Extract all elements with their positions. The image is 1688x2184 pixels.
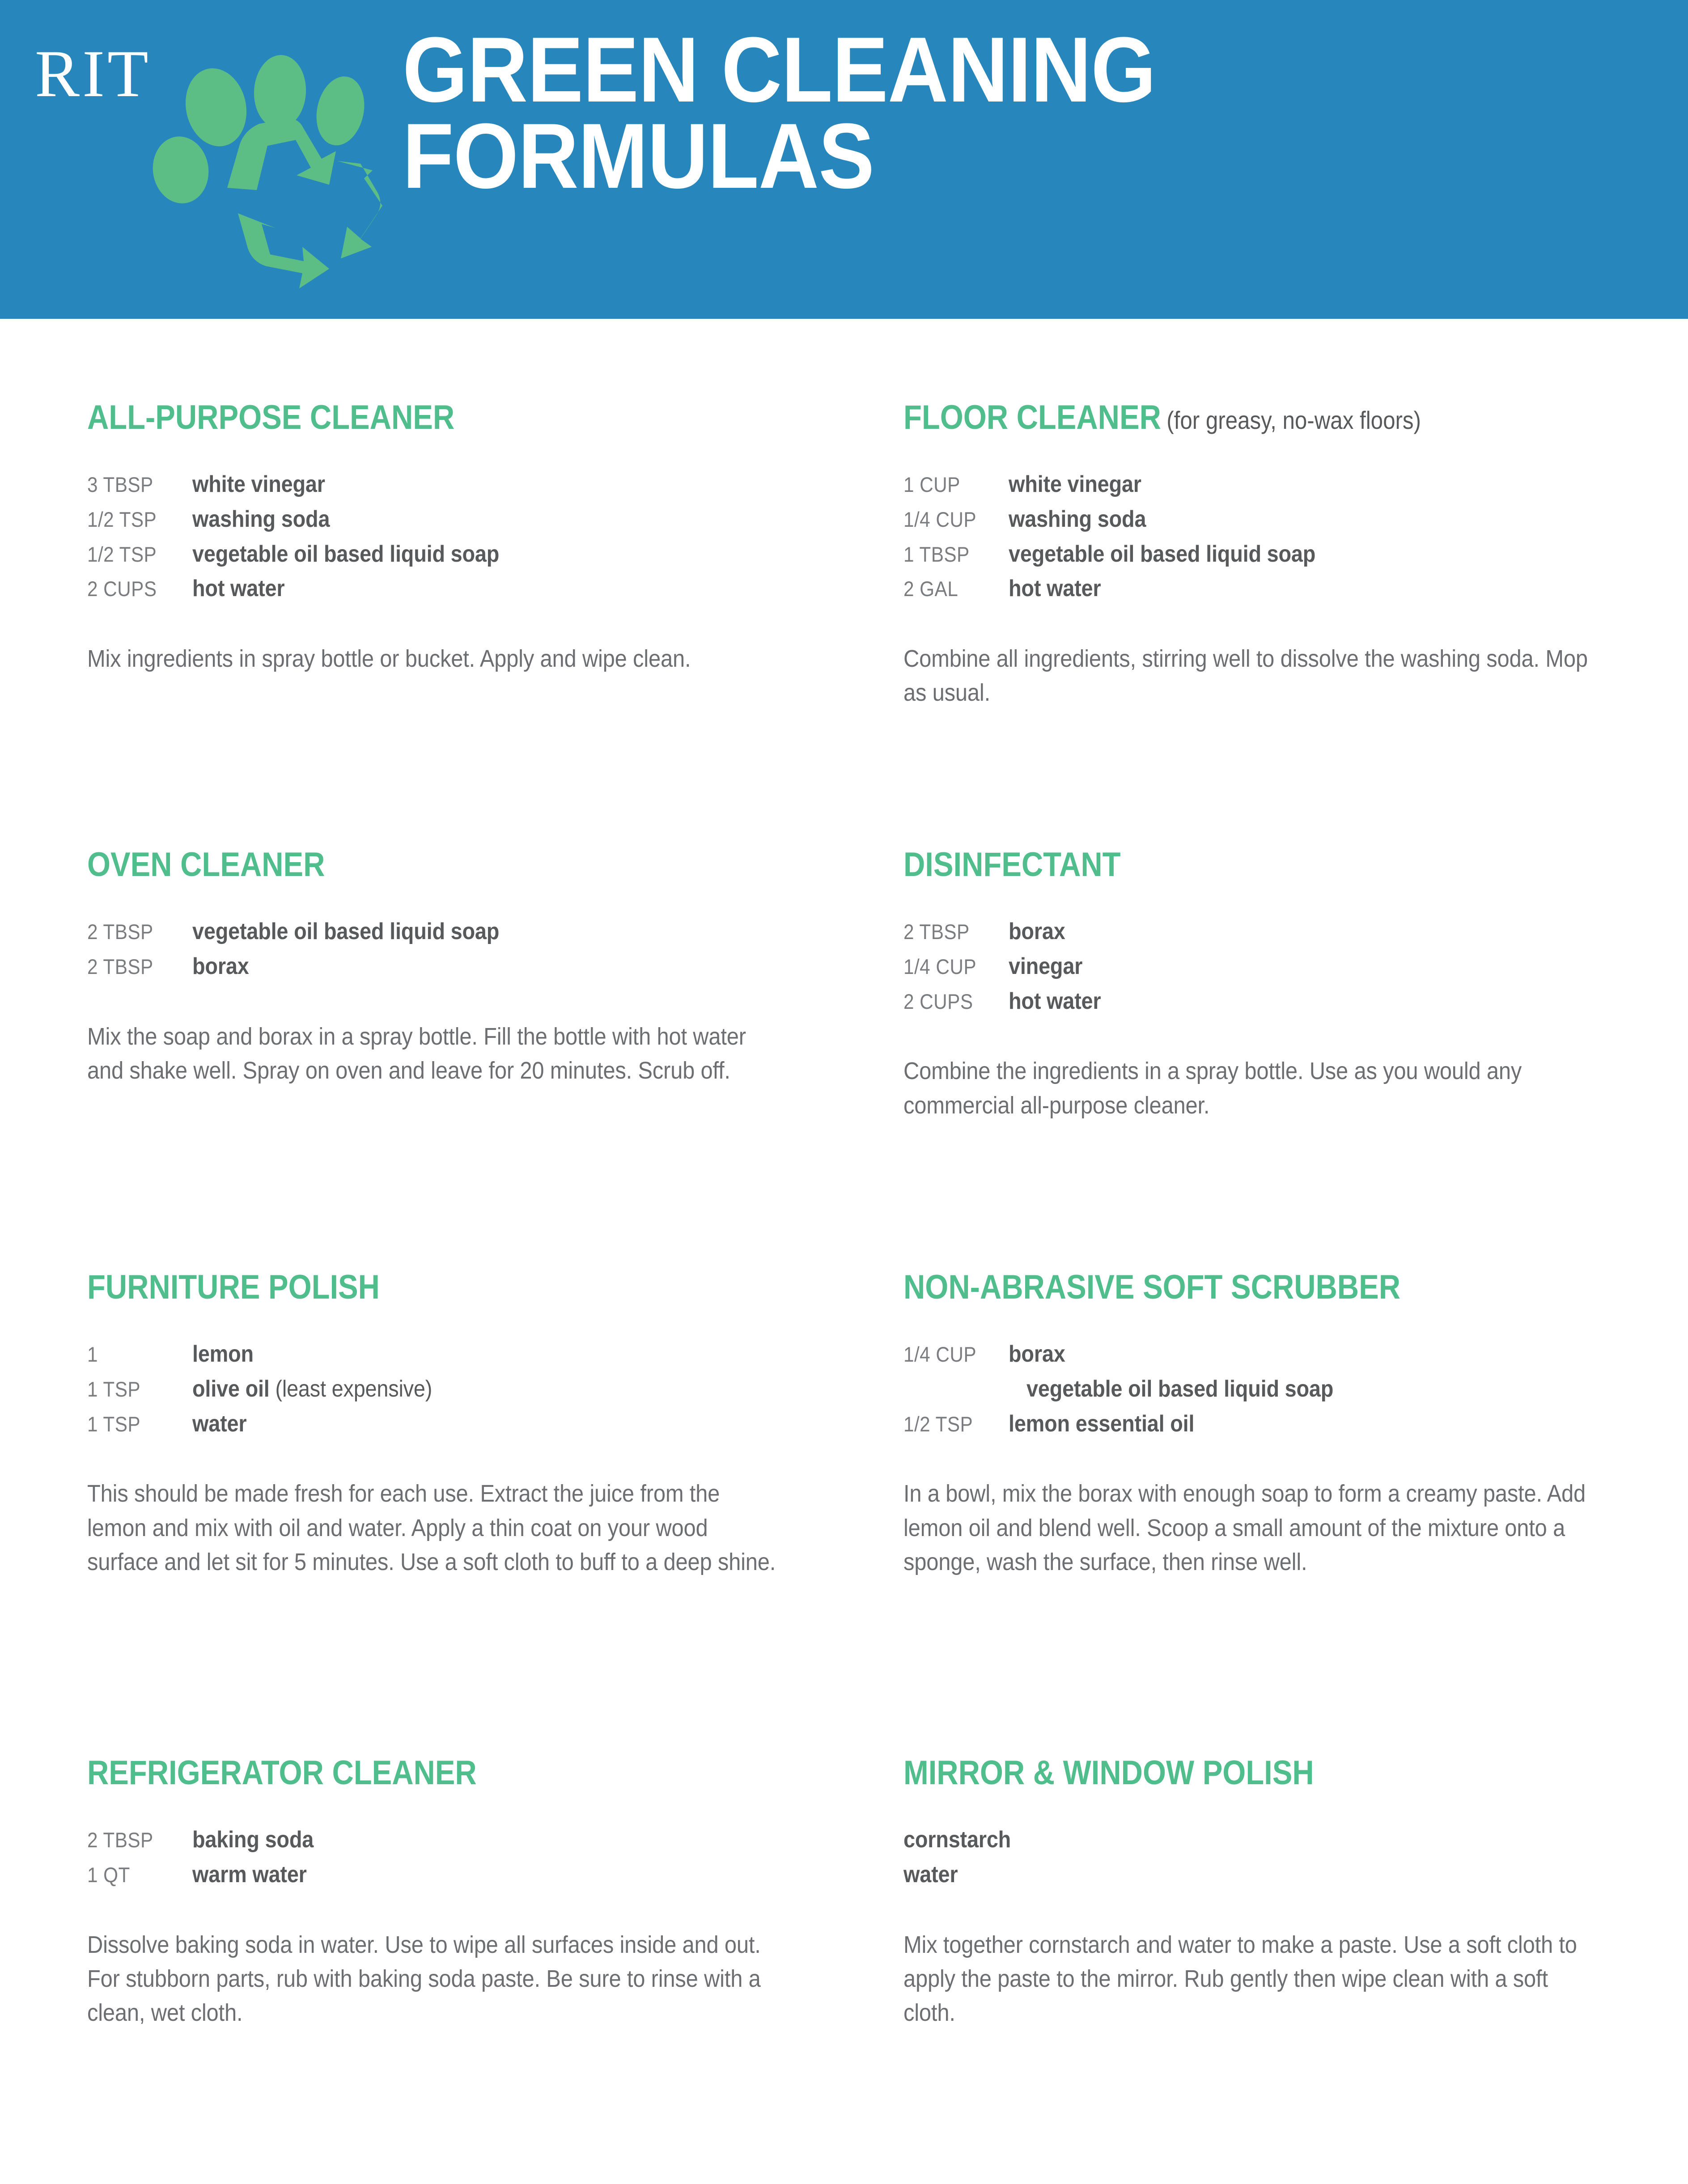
formula-instructions: Mix together cornstarch and water to make a paste. Use a soft cloth to apply the paste to the mirror. Rub gently then wipe clean with a soft cloth. xyxy=(903,1931,1577,2026)
ingredient-row xyxy=(87,541,857,568)
ingredient-quantity: 2 TBSP xyxy=(903,920,970,944)
ingredient-name: olive oil (least expensive) xyxy=(192,1376,433,1402)
ingredient-name: baking soda xyxy=(192,1827,314,1853)
ingredient-row xyxy=(903,1341,1673,1368)
ingredient-name: borax xyxy=(1009,918,1065,944)
ingredient-row xyxy=(87,1376,857,1403)
formula-heading-text: FURNITURE POLISH xyxy=(87,1268,380,1306)
ingredient-name: warm water xyxy=(192,1861,307,1888)
formula-card xyxy=(903,1270,1673,1579)
ingredient-row xyxy=(87,1341,857,1368)
ingredient-quantity: 1 CUP xyxy=(903,473,960,496)
title-line-green-cleaning: GREEN CLEANING xyxy=(403,18,1156,121)
ingredient-row xyxy=(87,1411,857,1438)
ingredient-quantity: 1 TSP xyxy=(87,1412,141,1436)
ingredient-row xyxy=(903,1827,1673,1854)
ingredient-quantity: 2 GAL xyxy=(903,577,959,601)
formula-heading xyxy=(87,1756,764,1790)
ingredient-row xyxy=(903,1376,1673,1403)
formula-heading xyxy=(903,398,1581,436)
formula-heading-text: FLOOR CLEANER xyxy=(903,398,1161,436)
ingredient-name: vegetable oil based liquid soap xyxy=(1026,1376,1334,1402)
ingredient-row xyxy=(903,1411,1673,1438)
ingredient-quantity: 2 TBSP xyxy=(87,1828,153,1852)
formula-heading xyxy=(87,398,764,436)
ingredient-list xyxy=(903,918,1673,1015)
formula-slot-6 xyxy=(87,1756,857,2030)
formula-heading-text: NON-ABRASIVE SOFT SCRUBBER xyxy=(903,1268,1400,1306)
formula-card xyxy=(903,1756,1673,2030)
formula-slot-4 xyxy=(87,1270,857,1579)
ingredient-quantity: 2 CUPS xyxy=(903,989,973,1013)
formula-sheet xyxy=(0,319,1688,2184)
formula-instructions: Mix the soap and borax in a spray bottle. Fill the bottle with hot water and shake well. Spray on oven and leave for 20 minutes. Scrub off. xyxy=(87,1023,746,1084)
ingredient-quantity: 1 QT xyxy=(87,1862,130,1887)
ingredient-row xyxy=(87,918,857,945)
ingredient-name: lemon xyxy=(192,1341,254,1367)
ingredient-name: borax xyxy=(1009,1341,1065,1367)
ingredient-row xyxy=(903,918,1673,945)
ingredient-row xyxy=(903,576,1673,602)
ingredient-row xyxy=(903,988,1673,1015)
formula-instructions: Combine all ingredients, stirring well to dissolve the washing soda. Mop as usual. xyxy=(903,645,1588,707)
ingredient-name: white vinegar xyxy=(192,471,325,497)
ingredient-quantity: 3 TBSP xyxy=(87,473,153,496)
ingredient-row xyxy=(903,541,1673,568)
formula-heading-text: REFRIGERATOR CLEANER xyxy=(87,1754,477,1792)
formula-instructions: Dissolve baking soda in water. Use to wipe all surfaces inside and out. For stubborn parts, rub with baking soda paste. Be sure to rinse with a clean, wet cloth. xyxy=(87,1931,761,2026)
ingredient-quantity: 1/2 TSP xyxy=(87,542,157,566)
rit-wordmark: RIT xyxy=(35,37,151,111)
ingredient-row xyxy=(903,506,1673,533)
formula-heading-text: ALL-PURPOSE CLEANER xyxy=(87,398,455,436)
ingredient-list xyxy=(87,1341,857,1437)
ingredient-quantity: 1/4 CUP xyxy=(903,507,977,531)
formula-card xyxy=(87,398,857,676)
formula-slot-3 xyxy=(903,848,1673,1122)
ingredient-row xyxy=(87,1862,857,1888)
ingredient-row xyxy=(87,1827,857,1854)
ingredient-list xyxy=(903,1827,1673,1888)
formula-slot-2 xyxy=(87,848,857,1088)
formula-instructions: This should be made fresh for each use. Extract the juice from the lemon and mix with oil and water. Apply a thin coat on your wood surface and let sit for 5 minutes. Use a soft cloth to buff to a deep shine. xyxy=(87,1480,776,1575)
formula-heading-text: OVEN CLEANER xyxy=(87,846,325,884)
page-title xyxy=(403,18,1610,207)
formula-card xyxy=(87,1756,857,2030)
ingredient-quantity: 1/2 TSP xyxy=(903,1412,973,1436)
ingredient-name: lemon essential oil xyxy=(1009,1410,1195,1437)
ingredient-quantity: 1 xyxy=(87,1342,98,1366)
ingredient-list xyxy=(903,1341,1673,1437)
formula-slot-5 xyxy=(903,1270,1673,1579)
ingredient-name: vegetable oil based liquid soap xyxy=(192,918,500,944)
ingredient-name: water xyxy=(192,1410,247,1437)
ingredient-name: vinegar xyxy=(1009,953,1083,979)
ingredient-name: vegetable oil based liquid soap xyxy=(1009,541,1316,567)
formula-card xyxy=(87,848,857,1088)
ingredient-name: hot water xyxy=(192,576,285,602)
formula-instructions: Mix ingredients in spray bottle or bucket. Apply and wipe clean. xyxy=(87,645,691,673)
ingredient-row xyxy=(87,576,857,602)
ingredient-row xyxy=(903,953,1673,980)
formula-slot-7 xyxy=(903,1756,1673,2030)
header-banner xyxy=(0,0,1688,319)
ingredient-quantity: 1 TSP xyxy=(87,1377,141,1401)
ingredient-quantity: 1/4 CUP xyxy=(903,954,977,978)
formula-card xyxy=(87,1270,857,1579)
formula-heading xyxy=(903,848,1581,882)
ingredient-quantity: 1/4 CUP xyxy=(903,1342,977,1366)
ingredient-row xyxy=(87,953,857,980)
formula-card xyxy=(903,848,1673,1122)
ingredient-name: washing soda xyxy=(192,506,330,532)
ingredient-quantity: 2 CUPS xyxy=(87,577,157,601)
ingredient-list xyxy=(87,471,857,602)
formula-heading-subtitle: (for greasy, no-wax floors) xyxy=(1166,406,1421,434)
formula-heading-text: DISINFECTANT xyxy=(903,846,1121,884)
formula-heading xyxy=(87,1270,764,1304)
ingredient-list xyxy=(87,1827,857,1888)
ingredient-name: hot water xyxy=(1009,988,1101,1014)
ingredient-name: water xyxy=(903,1861,958,1888)
ingredient-quantity: 1 TBSP xyxy=(903,542,970,566)
ingredient-list xyxy=(87,918,857,980)
title-line-formulas: FORMULAS xyxy=(403,104,874,207)
formula-heading xyxy=(87,848,764,882)
formula-heading-text: MIRROR & WINDOW POLISH xyxy=(903,1754,1314,1792)
ingredient-row xyxy=(87,506,857,533)
ingredient-name: hot water xyxy=(1009,576,1101,602)
formula-slot-1 xyxy=(903,398,1673,710)
ingredient-name: washing soda xyxy=(1009,506,1146,532)
ingredient-quantity: 2 TBSP xyxy=(87,954,153,978)
ingredient-name: white vinegar xyxy=(1009,471,1141,497)
ingredient-name: borax xyxy=(192,953,249,979)
formula-instructions: In a bowl, mix the borax with enough soap to form a creamy paste. Add lemon oil and blend well. Scoop a small amount of the mixture onto a sponge, wash the surface, then rinse well. xyxy=(903,1480,1586,1575)
paw-recycle-icon xyxy=(150,25,401,304)
ingredient-quantity: 2 TBSP xyxy=(87,920,153,944)
ingredient-row xyxy=(903,471,1673,498)
formula-card xyxy=(903,398,1673,710)
ingredient-quantity: 1/2 TSP xyxy=(87,507,157,531)
formula-slot-0 xyxy=(87,398,857,676)
ingredient-row xyxy=(903,1862,1673,1888)
ingredient-list xyxy=(903,471,1673,602)
formula-instructions: Combine the ingredients in a spray bottle. Use as you would any commercial all-purpose cleaner. xyxy=(903,1058,1522,1119)
formula-heading xyxy=(903,1270,1581,1304)
ingredient-name: cornstarch xyxy=(903,1827,1011,1853)
formula-heading xyxy=(903,1756,1581,1790)
ingredient-name: vegetable oil based liquid soap xyxy=(192,541,500,567)
ingredient-row xyxy=(87,471,857,498)
